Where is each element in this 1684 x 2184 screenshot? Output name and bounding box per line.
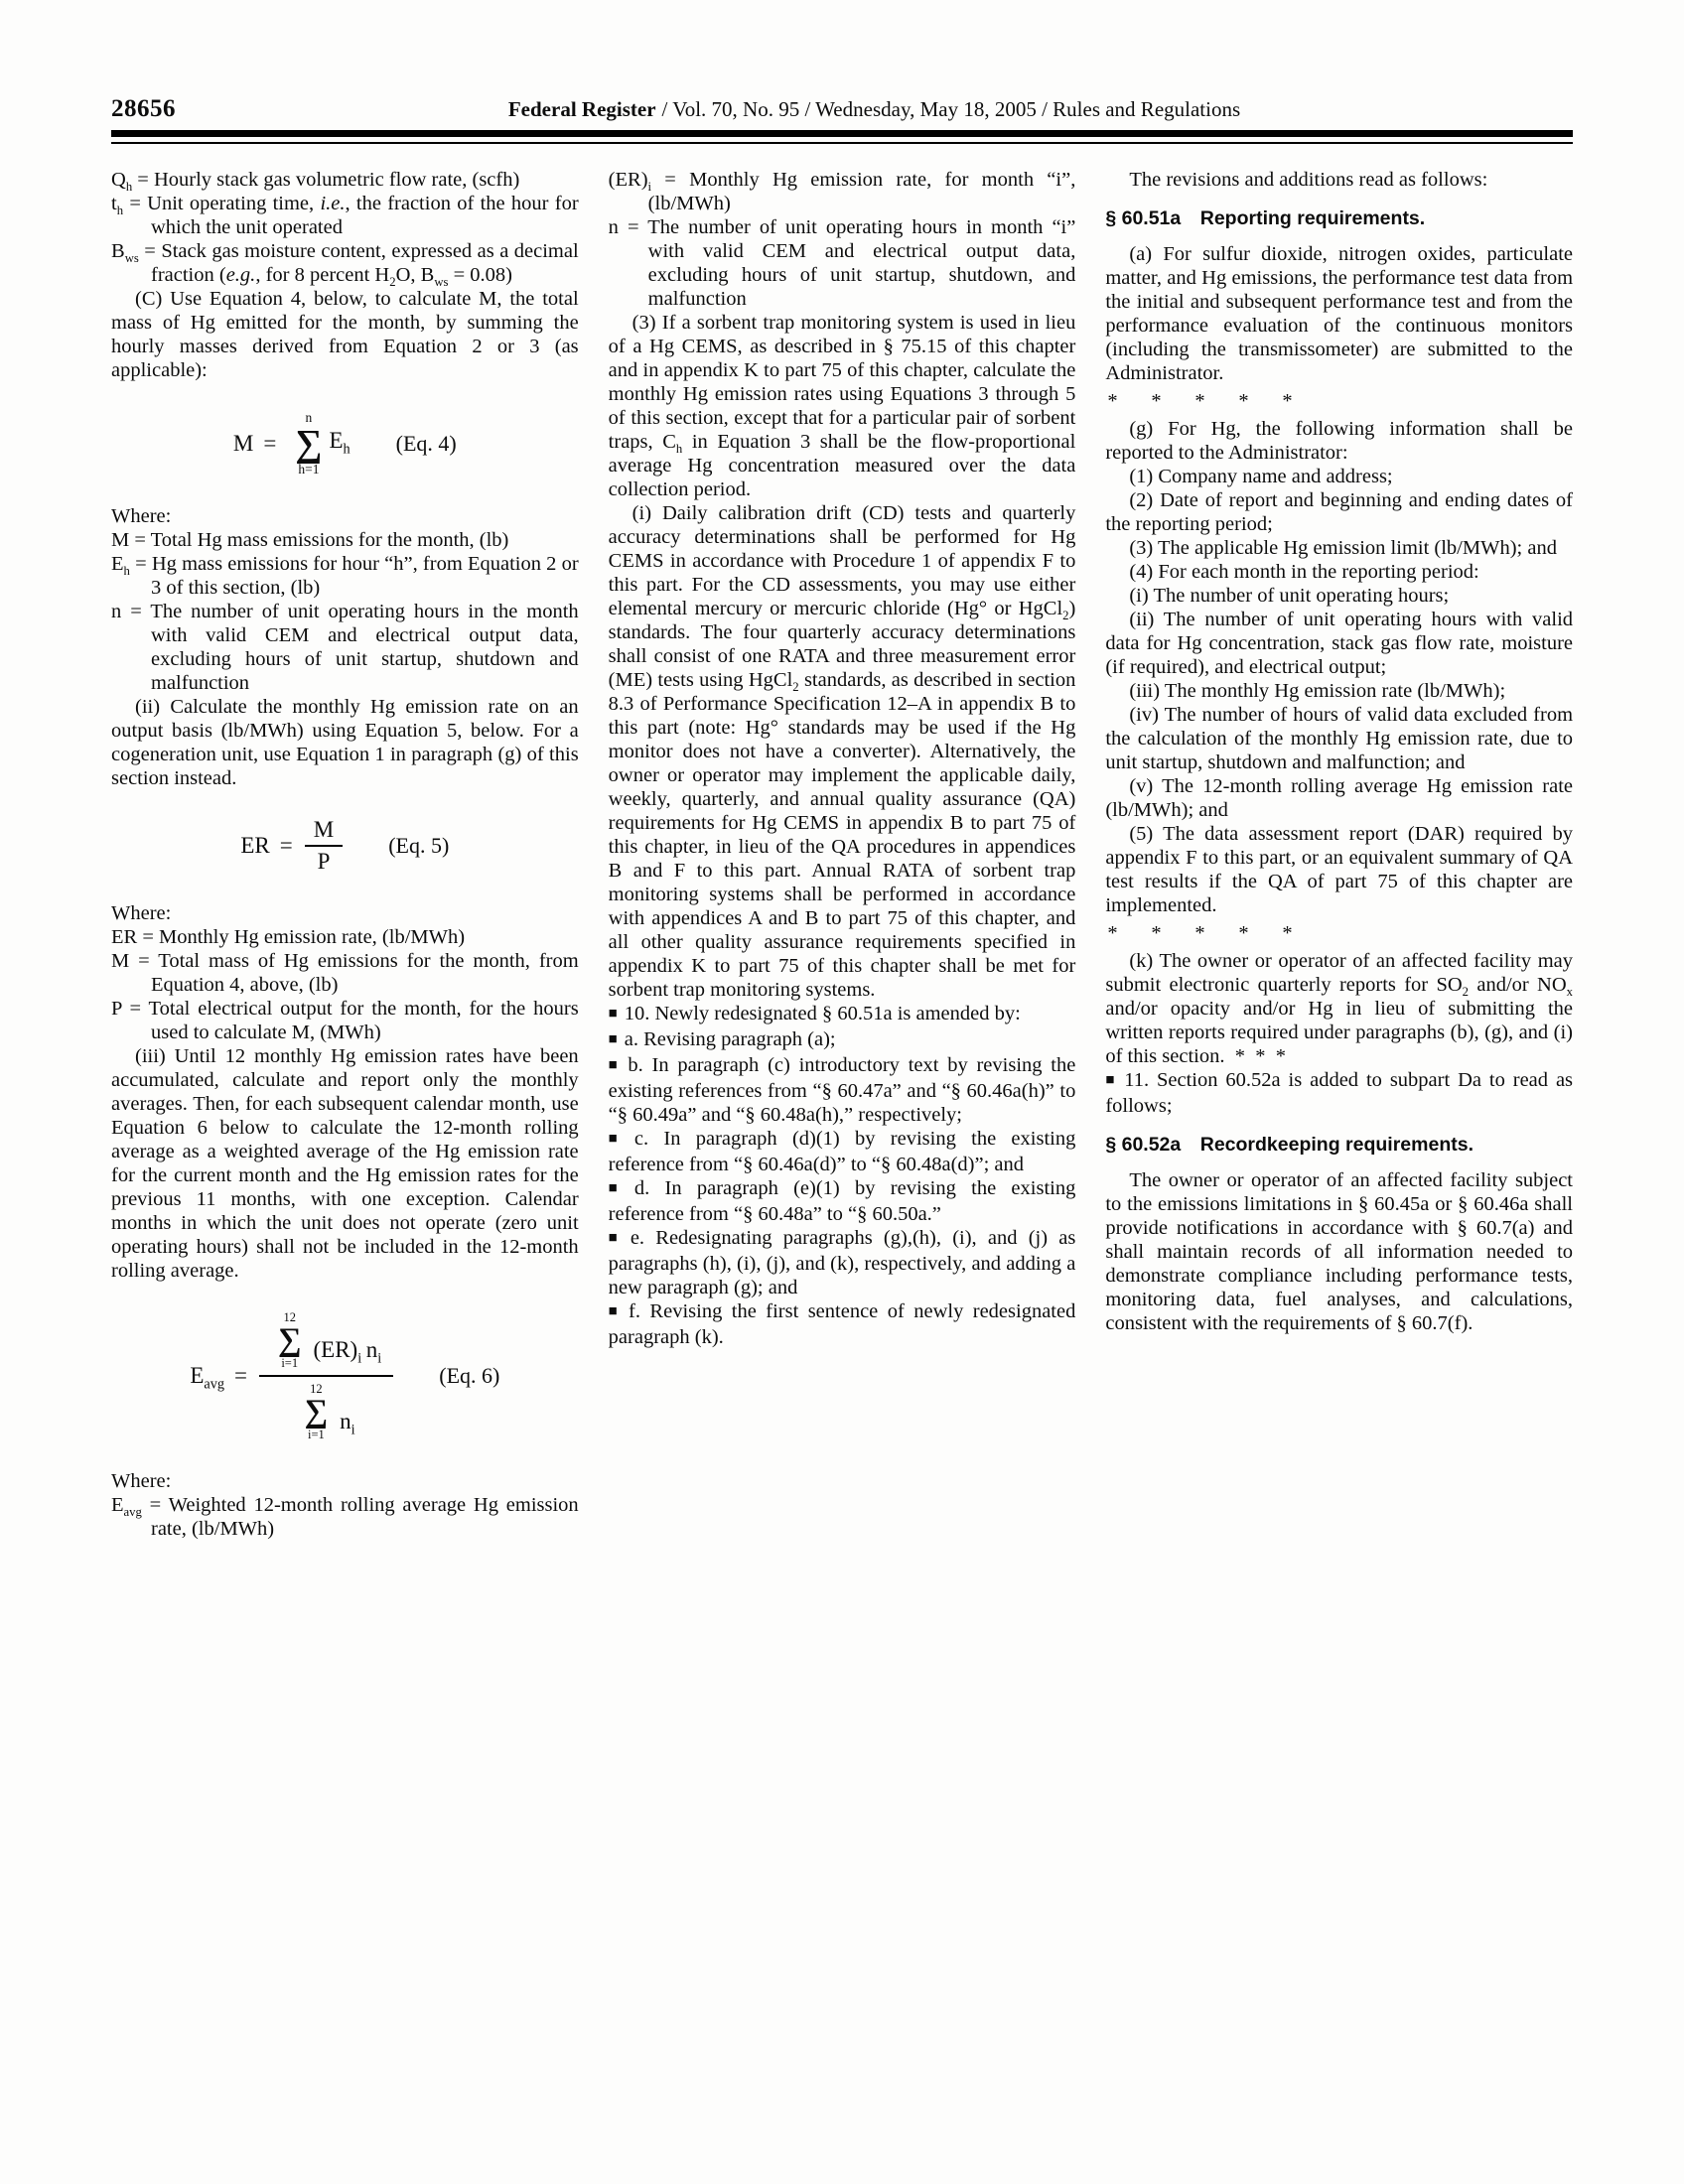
sum-operand: $(ER)_i$ $n_i$ [313,1337,382,1367]
square-bullet-icon: ■ [608,1180,628,1196]
equation-4 [111,410,579,477]
where-label: Where: [111,505,172,528]
fraction-numerator: M [305,818,343,847]
definition-item: $t_h$ = Unit operating time, i.e., the fraction of the hour for which the unit operated [111,193,579,238]
square-bullet-icon: ■ [608,1031,618,1047]
amendment-instruction [1105,1068,1573,1118]
equation-4-formula [233,410,351,477]
sum-upper-limit: 12 [310,1382,323,1397]
body-paragraph: (v) The 12-month rolling average Hg emission rate (lb/MWh); and [1105,775,1574,821]
section-heading-60-52a: § 60.52a Recordkeeping requirements. [1105,1134,1474,1156]
square-bullet-icon: ■ [1105,1072,1118,1088]
amendment-instruction [609,1299,1076,1349]
amendment-instruction [609,1002,1076,1027]
page-number: 28656 [111,95,176,122]
body-paragraph: (a) For sulfur dioxide, nitrogen oxides, particulate matter, and Hg emissions, the performance test data from the initial and subsequent performance test and from the performance evaluation of the continuous monitors (including the transmissometer) are submitted to the Administrator. [1105,243,1574,384]
square-bullet-icon: ■ [608,1006,618,1022]
column-1 [111,168,579,1541]
running-head-issue: / Vol. 70, No. 95 / Wednesday, May 18, 2005 / Rules and Regulations [661,97,1241,121]
amendment-text: a. Revising paragraph (a); [624,1028,836,1050]
definition-item: M = Total Hg mass emissions for the month, (lb) [111,529,509,552]
body-paragraph: (i) Daily calibration drift (CD) tests and quarterly accuracy determinations shall be performed for Hg CEMS in accordance with Procedure 1 of appendix F to this part. For the CD assessments, you may use either elemental mercury or mercuric chloride (Hg° or HgCl$_2$) standards. The four quarterly accuracy determinations shall consist of one RATA and three measurement error (ME) tests using HgCl$_2$ standards, as described in section 8.3 of Performance Specification 12–A in appendix B to this part (note: Hg° standards may be used if the Hg monitor does not have a converter). Alternatively, the owner or operator may implement the applicable daily, weekly, quarterly, and annual quality assurance (QA) requirements for Hg CEMS in appendix B to part 75 of this chapter, in lieu of the QA procedures in appendices B and F to this part. Annual RATA of sorbent trap monitoring systems shall be performed in accordance with appendices A and B to part 75 of this chapter, and all other quality assurance requirements specified in appendix K to part 75 of this chapter shall be met for sorbent trap monitoring systems. [608,502,1076,1001]
fraction-denominator: P [317,849,331,875]
equation-lhs: ER [240,833,270,859]
equals-sign: = [233,1363,247,1389]
fraction [305,818,343,874]
page-header [0,0,1684,123]
definition-item: n = The number of unit operating hours in month “i” with valid CEM and electrical output data, excluding hours of unit startup, shutdown, and malfunction [608,216,1076,310]
equation-label: (Eq. 4) [395,430,457,456]
amendment-instruction [609,1027,1076,1053]
amendment-text: 10. Newly redesignated § 60.51a is amended by: [624,1003,1021,1024]
body-paragraph: (i) The number of unit operating hours; [1129,585,1450,607]
body-paragraph: The revisions and additions read as follows: [1129,169,1488,191]
definition-item: n = The number of unit operating hours in the month with valid CEM and electrical output data, excluding hours of unit startup, shutdown and malfunction [111,601,579,695]
column-2 [609,168,1076,1541]
sigma-icon: ∑ [277,1321,302,1358]
body-paragraph: (ii) Calculate the monthly Hg emission rate on an output basis (lb/MWh) using Equation 5, below. For a cogeneration unit, use Equation 1 in paragraph (g) of this section instead. [111,696,579,790]
definition-item: P = Total electrical output for the month, for the hours used to calculate M, (MWh) [111,998,579,1044]
sum-lower-limit: i=1 [307,1427,325,1441]
fraction-denominator [298,1377,355,1441]
equation-6 [111,1310,579,1441]
amendment-instruction [609,1127,1076,1176]
amendment-text: d. In paragraph (e)(1) by revising the existing reference from “§ 60.48a” to “§ 60.50a.” [608,1177,1076,1225]
sigma-icon: ∑ [304,1393,329,1430]
summation [278,1310,302,1370]
equation-label: (Eq. 5) [388,833,450,859]
body-paragraph: (C) Use Equation 4, below, to calculate M, the total mass of Hg emitted for the month, by summing the hourly masses derived from Equation 2 or 3 (as applicable): [111,288,579,381]
amendment-text: e. Redesignating paragraphs (g),(h), (i), and (j) as paragraphs (h), (i), (j), and (k), respectively, and adding a new paragraph (g); and [608,1227,1076,1298]
sum-upper-limit: 12 [283,1310,296,1325]
equals-sign: = [263,430,277,456]
body-paragraph: (ii) The number of unit operating hours with valid data for Hg concentration, stack gas flow rate, moisture (if required), and electrical output; [1105,609,1574,678]
column-3 [1105,168,1573,1541]
amendment-instruction [609,1226,1076,1299]
body-paragraph: (k) The owner or operator of an affected facility may submit electronic quarterly reports for $SO_2$ and/or $NO_x$ and/or opacity and/or Hg in lieu of submitting the written reports required under paragraphs (b), (g), and (i) of this section. * * * [1105,950,1574,1067]
body-paragraph: (3) The applicable Hg emission limit (lb/MWh); and [1129,537,1557,559]
equation-6-formula [190,1310,393,1441]
sum-operand: $E_h$ [329,427,351,458]
section-heading-60-51a: § 60.51a Reporting requirements. [1105,207,1426,229]
body-paragraph: (5) The data assessment report (DAR) required by appendix F to this part, or an equivalent summary of QA test results if the QA of part 75 of this chapter are implemented. [1105,823,1574,916]
header-rules [0,130,1684,144]
body-paragraph: (g) For Hg, the following information shall be reported to the Administrator: [1105,418,1574,464]
amendment-text: c. In paragraph (d)(1) by revising the existing reference from “§ 60.46a(d)” to “§ 60.48a(d)”; and [608,1128,1076,1175]
content-columns [0,144,1684,1541]
amendment-text: b. In paragraph (c) introductory text by revising the existing references from “§ 60.47a” and “§ 60.46a(h)” to “§ 60.49a” and “§ 60.48a(h),” respectively; [608,1054,1076,1126]
star-separator: * * * * * [1107,922,1294,944]
where-label: Where: [111,902,172,925]
running-head-title: Federal Register [507,97,656,121]
summation [295,410,322,477]
sum-operand: $n_i$ [340,1409,355,1438]
body-paragraph: The owner or operator of an affected facility subject to the emissions limitations in § 60.45a or § 60.46a shall provide notifications in accordance with § 60.7(a) and shall maintain records of all information needed to demonstrate compliance including performance tests, monitoring data, fuel analyses, and calculations, consistent with the requirements of § 60.7(f). [1105,1169,1574,1334]
square-bullet-icon: ■ [608,1057,622,1073]
definition-item: $E_{avg}$ = Weighted 12-month rolling average Hg emission rate, (lb/MWh) [111,1494,579,1541]
running-head [176,97,1573,122]
star-separator: * * * * * [1107,390,1294,412]
body-paragraph: (2) Date of report and beginning and ending dates of the reporting period; [1105,489,1574,535]
equation-lhs: M [232,430,254,456]
body-paragraph: (1) Company name and address; [1129,466,1393,487]
square-bullet-icon: ■ [608,1303,623,1319]
equation-lhs: $E_{avg}$ [190,1363,224,1393]
definition-item: $Q_h$ = Hourly stack gas volumetric flow rate, (scfh) [111,169,520,195]
body-paragraph: (iii) Until 12 monthly Hg emission rates have been accumulated, calculate and report only the monthly averages. Then, for each subsequent calendar month, use Equation 6 below to calculate the 12-month rolling average as a weighted average of the Hg emission rate for the current month and the Hg emission rates for the previous 11 months, with one exception. Calendar months in which the unit does not operate (zero unit operating hours) shall not be included in the 12-month rolling average. [111,1045,579,1283]
equals-sign: = [279,833,293,859]
definition-item: M = Total mass of Hg emissions for the month, from Equation 4, above, (lb) [111,950,579,997]
amendment-instruction [609,1053,1076,1127]
sigma-icon: ∑ [295,422,323,465]
square-bullet-icon: ■ [608,1230,624,1246]
sum-lower-limit: h=1 [298,461,320,477]
fraction-numerator [259,1310,393,1377]
where-label: Where: [111,1470,172,1493]
body-paragraph: (iii) The monthly Hg emission rate (lb/MWh); [1129,680,1506,702]
header-rule-thick [111,130,1573,137]
sum-lower-limit: i=1 [281,1355,299,1370]
body-paragraph: (4) For each month in the reporting period: [1129,561,1479,583]
sum-upper-limit: n [305,410,313,425]
summation [305,1382,329,1441]
amendment-instruction [609,1176,1076,1226]
definition-item: ER = Monthly Hg emission rate, (lb/MWh) [111,926,466,949]
definition-item: $B_{ws}$ = Stack gas moisture content, expressed as a decimal fraction (e.g., for 8 percent $H_2O$, $B_{ws} = 0.08$) [111,240,579,290]
amendment-text: f. Revising the first sentence of newly redesignated paragraph (k). [608,1300,1076,1348]
fraction [259,1310,393,1441]
definition-item: $E_h = Hg$ mass emissions for hour “h”, from Equation 2 or 3 of this section, (lb) [111,553,579,600]
body-paragraph: (3) If a sorbent trap monitoring system is used in lieu of a Hg CEMS, as described in § 75.15 of this chapter and in appendix K to part 75 of this chapter, calculate the monthly Hg emission rates using Equations 3 through 5 of this section, except that for a particular pair of sorbent traps, $C_h$ in Equation 3 shall be the flow-proportional average Hg concentration measured over the data collection period. [608,312,1076,500]
definition-item: $(ER)_i$ = Monthly Hg emission rate, for month “i”, (lb/MWh) [608,169,1076,214]
body-paragraph: (iv) The number of hours of valid data excluded from the calculation of the monthly Hg emission rate, due to unit startup, shutdown and malfunction; and [1105,704,1574,773]
equation-5-formula [240,818,343,874]
equation-5 [111,818,579,874]
equation-label: (Eq. 6) [439,1363,500,1389]
square-bullet-icon: ■ [608,1131,628,1147]
amendment-text: 11. Section 60.52a is added to subpart Da to read as follows; [1105,1069,1574,1117]
